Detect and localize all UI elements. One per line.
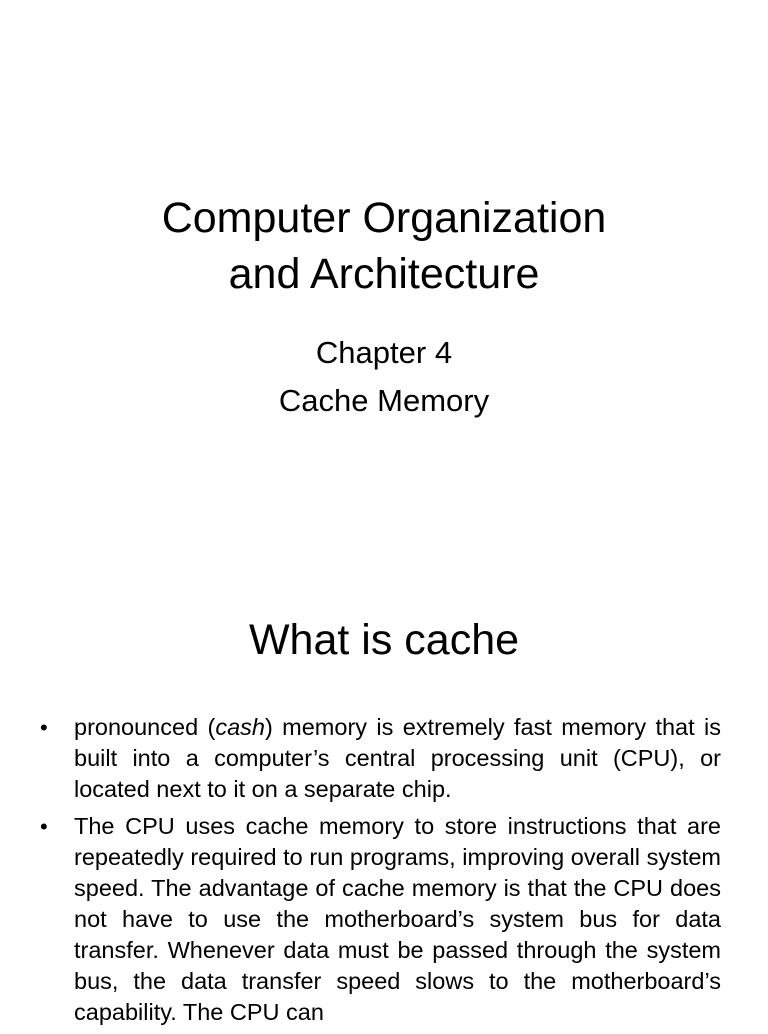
content-slide — [0, 560, 768, 1024]
chapter-label: Chapter 4 — [315, 335, 453, 370]
slide-heading: What is cache — [248, 616, 520, 664]
title-line-1: Computer Organization — [161, 194, 607, 242]
bullet-text: The CPU uses cache memory to store instructions that are repeatedly required to run programs, improving overall system speed. The advantage of cache memory is that the CPU does not have to use the motherboard’s system bus for data transfer. Whenever data must be passed through the system bus, the data transfer speed slows to the motherboard’s capability. The CPU can — [74, 813, 721, 1025]
topic-label: Cache Memory — [278, 383, 490, 418]
bullet-item — [40, 712, 721, 805]
bullet-text-suffix: ) memory is extremely fast memory that is built into a computer’s central processing unit (CPU), or located next to it on a separate chip. — [74, 714, 721, 802]
title-line-2: and Architecture — [228, 250, 540, 298]
bullet-item — [40, 811, 721, 1028]
bullet-text-prefix: pronounced ( — [74, 714, 216, 740]
bullet-list — [40, 712, 721, 1034]
bullet-icon: • — [40, 814, 48, 839]
bullet-icon: • — [40, 715, 48, 740]
bullet-text — [74, 712, 721, 805]
presentation-title — [0, 190, 768, 302]
bullet-text-italic: cash — [215, 714, 265, 740]
